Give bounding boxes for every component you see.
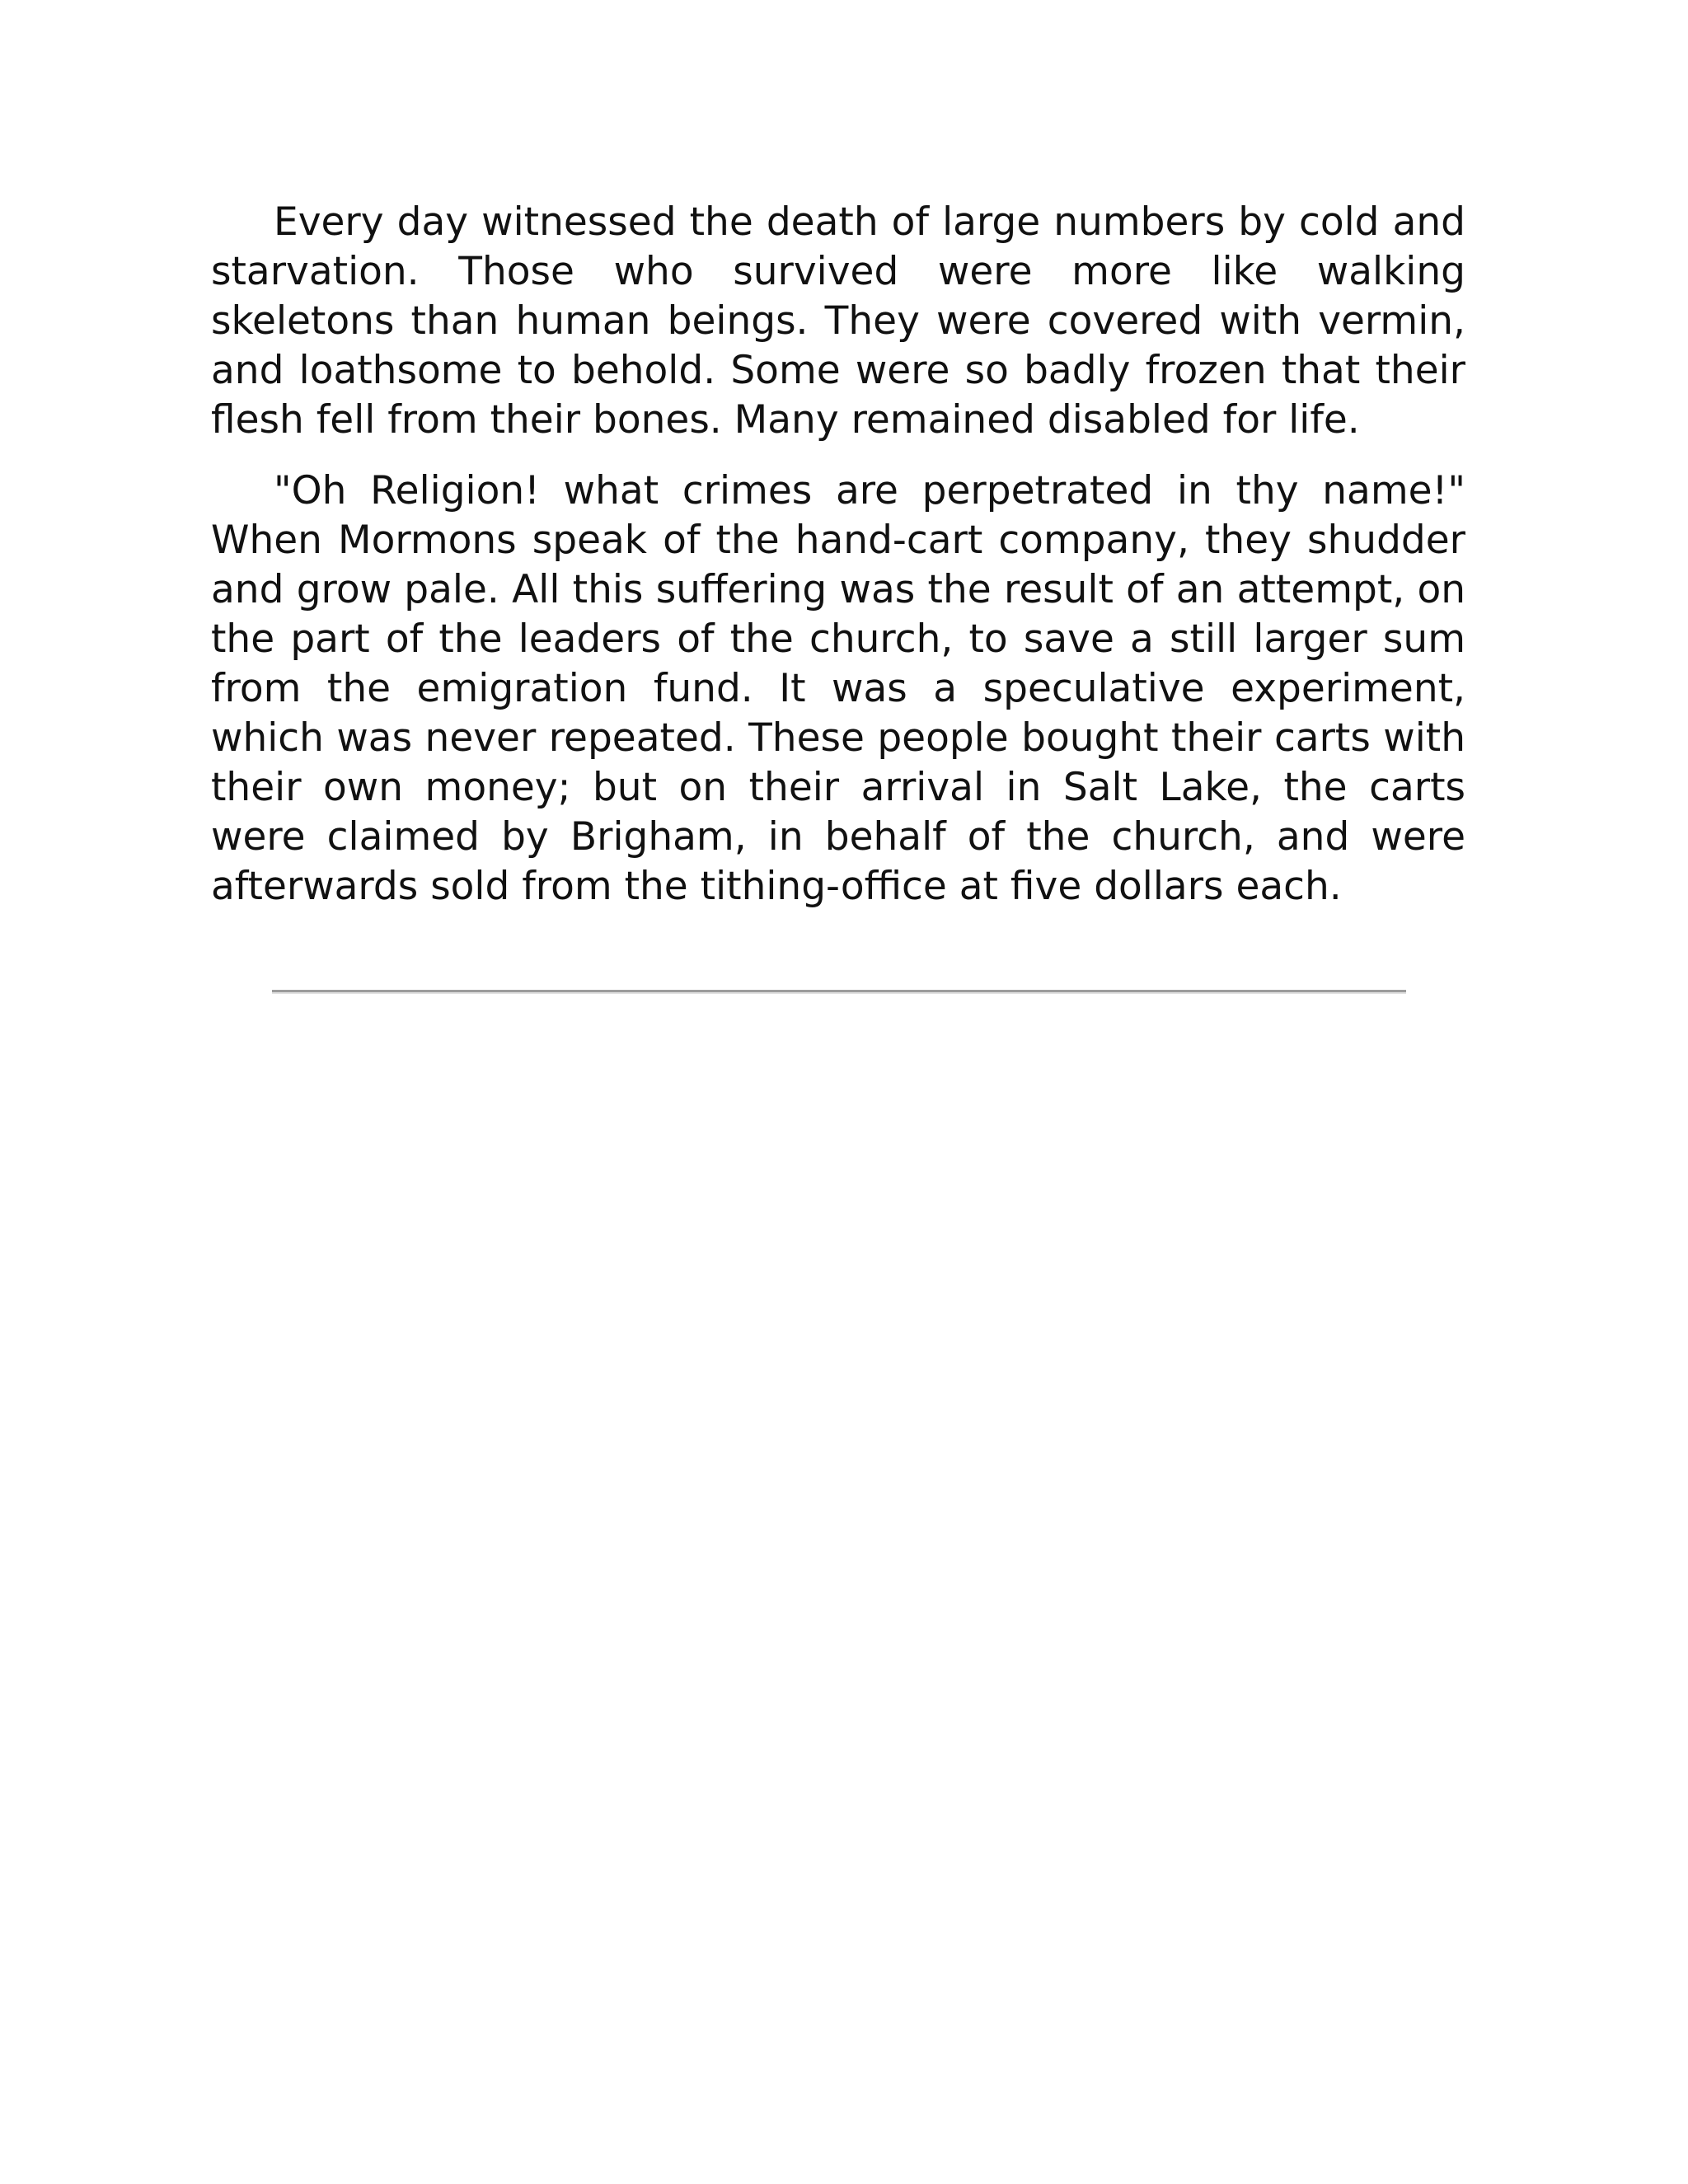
body-text — [211, 198, 1465, 933]
paragraph-hand-cart-suffering: Every day witnessed the death of large numbers by cold and starvation. Those who survived were more like walking skeletons than human beings. They were covered with vermin, and loathsome to behold. Some were so badly frozen that their flesh fell from their bones. Many remained disabled for life. — [211, 199, 1465, 443]
paragraph-religion-crimes: "Oh Religion! what crimes are perpetrated in thy name!" When Mormons speak of the hand-cart company, they shudder and grow pale. All this suffering was the result of an attempt, on the part of the leaders of the church, to save a still larger sum from the emigration fund. It was a speculative experiment, which was never repeated. These people bought their carts with their own money; but on their arrival in Salt Lake, the carts were claimed by Brigham, in behalf of the church, and were afterwards sold from the tithing-office at five dollars each. — [211, 468, 1465, 909]
section-divider — [272, 990, 1406, 994]
